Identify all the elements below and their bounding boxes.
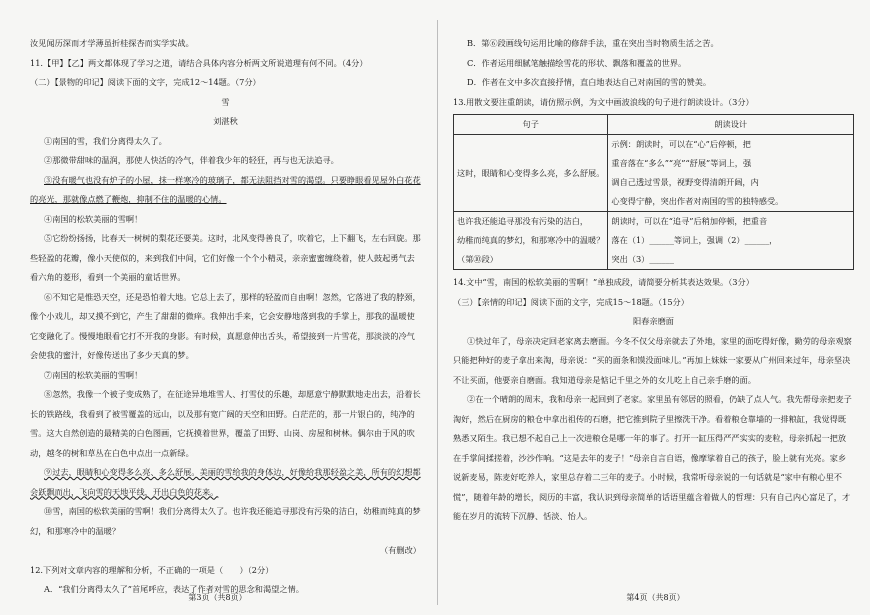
table-cell-design [608, 212, 854, 270]
paragraph-4: ④南国的松软美丽的雪啊！ [44, 213, 143, 224]
paragraph-5: ⑤它纷纷扬扬，比春天一树树的梨花还要美。这时，北风变得善良了，吹着它，上下翻飞，左右回旋。那些轻盈的花瓣，像小天使似的，来到我们中间，它们好像一个个小精灵，亲亲蜜蜜缠绕着，使人鼓起勇气去看六角的菱形，看到一个美丽的童话世界。 [30, 233, 421, 282]
question-11: 11.【甲】【乙】两文都体现了学习之道，请结合具体内容分析两文所说道理有何不同。（4分） [30, 57, 368, 68]
paragraph-2: ②在一个晴朗的周末，我和母亲一起回到了老家。家里虽有邻居的照看，仍缺了点人气。我先帮母亲把麦子淘好，然后在厨房的粮仓中拿出祖传的石磨，把它推到院子里擦洗干净。看着粮仓靠墙的一排粮缸，我觉得既熟悉又陌生。我已想不起自己上一次进粮仓是哪一年的事了。打开一缸压得严严实实的麦粒，母亲抓起一把放在手掌间揉搓着，沙沙作响。“这是去年的麦子！”母亲自言自语，像摩挲着自己的孩子，脸上就有光亮。家乡说新麦易，陈麦好吃养人，家里总存着二三年的麦子。小时候，我常听母亲说的一句话就是“家中有粮心里不慌”，随着年龄的增长，阅历的丰富，我认识到母亲简单的话语里蕴含着做人的哲理：只有自己内心富足了，才能在岁月的流转下沉静、恬淡、怡人。 [453, 394, 852, 521]
answer-blank-line[interactable]: 落在（1）______等词上，强调（2）______， [611, 235, 778, 245]
table-header-row [454, 115, 854, 135]
question-13: 13.用散文要注重朗读，请仿照示例，为文中画波浪线的句子进行朗读设计。（3分） [453, 96, 754, 107]
paragraph-8: ⑧忽然，我像一个被子变成熟了，在征途异地堆雪人、打雪仗的乐趣，却愿意宁静默默地走出去，沿着长长的铁路线，我看到了被雪覆盖的远山，以及那有宽广阔的天空和田野。白茫茫的，那一片银白的，纯净的雪。这大自然创造的最精美的白色图画，它抚摸着世界，覆盖了田野、山岗、房屋和树林。偶尔由于风的吹动，越冬的树和草丛在白色中点出一点新绿。 [30, 389, 421, 458]
page-footer: 第4页（共8页） [626, 593, 685, 602]
paragraph-1: ①南国的雪，我们分离得太久了。 [44, 135, 167, 146]
option-d: D．作者在文中多次直接抒情，直白地表达自己对南国的雪的赞美。 [467, 77, 712, 87]
paragraph-3: ③没有暖气也没有炉子的小屋，抹一样寒冷的玻璃子，都无法阻挡对雪的渴望。只要睁眼看见屋外白花花的亮光，那就像点燃了鞭炮，抑制不住的温暖的心情。 [30, 174, 421, 204]
paragraph-2: ②那微带甜味的温润，那使人快活的冷气，伴着我少年的轻狂，再与也无法追寻。 [44, 155, 339, 165]
cell-line: 朗读时，可以在“追寻”后稍加停顿，把重音 [611, 216, 768, 226]
question-12: 12.下列对文章内容的理解和分析，不正确的一项是（ ）（2分） [30, 564, 274, 575]
cell-line: （第⑩段） [457, 254, 498, 264]
table-cell-sentence [454, 135, 608, 212]
paragraph-7: ⑦南国的松软美丽的雪啊！ [44, 369, 143, 380]
table-cell-sentence [454, 212, 608, 270]
cell-line: 重音落在“多么”“亮”“舒展”等词上，强 [611, 158, 752, 168]
section-heading: （二）【景物的印记】阅读下面的文字，完成12～14题。（7分） [30, 77, 261, 87]
article-title: 雪 [221, 96, 230, 107]
source-note: （有删改） [380, 545, 421, 555]
paragraph-9: ⑨过去，眼睛和心变得多么亮、多么舒展。美丽的雪给我的身体边，好像给我那轻盈之美，所有的幻想都会跃飘而出，飞向雪的天地平线，开出白色的花来。 [30, 467, 421, 497]
table-row [454, 212, 854, 270]
section-heading: （三）【亲情的印记】阅读下面的文字，完成15～18题。（15分） [453, 296, 689, 307]
question-14: 14.文中“雪，南国的松软美丽的雪啊！”单独成段，请简要分析其表达效果。（3分） [453, 277, 754, 287]
table-row [454, 135, 854, 212]
paragraph-10: ⑩雪，南国的松软美丽的雪啊！我们分离得太久了。也许我还能追寻那没有污染的洁白，幼稚而纯真的梦幻，和那寒冷中的温暖？ [30, 506, 421, 536]
article-title: 阳春亲磨面 [633, 316, 674, 326]
table-header: 句子 [454, 115, 608, 135]
cell-line: 这时，眼睛和心变得多么亮，多么舒展。 [457, 167, 605, 178]
cell-line: 示例：朗读时，可以在“心”后停顿，把 [611, 139, 751, 149]
table-cell-design [608, 135, 854, 212]
answer-blank-line[interactable]: 突出（3）______ [611, 254, 674, 264]
article-author: 刘湛秋 [213, 116, 238, 126]
option-b: B．第⑥段画线句运用比喻的修辞手法，重在突出当时物质生活之苦。 [467, 38, 719, 48]
reading-design-table [453, 114, 854, 270]
text-line: 汝见闻历深而才学薄虽折桂探杏而实学实战。 [30, 38, 194, 48]
table-header: 朗读设计 [608, 115, 854, 135]
cell-line: 调自己透过雪景，视野变得清朗开阔，内 [611, 177, 759, 187]
option-a: A．“我们分离得太久了”首尾呼应，表达了作者对雪的思念和渴望之情。 [44, 584, 304, 594]
page-footer: 第3页（共8页） [188, 593, 247, 602]
option-c: C．作者运用细腻笔触描绘雪花的形状、飘落和覆盖的世界。 [467, 57, 687, 68]
cell-line: 心变得宁静，突出作者对南国的雪的独特感受。 [611, 196, 784, 206]
page-divider [437, 20, 438, 605]
cell-line: 也许我还能追寻那没有污染的洁白， [457, 216, 589, 226]
cell-line: 幼稚而纯真的梦幻，和那寒冷中的温暖？ [457, 235, 605, 245]
exam-page-right [441, 0, 870, 615]
paragraph-1: ①快过年了，母亲决定回老家离去磨面。今冬不仅父母亲就去了外地，家里的面吃得好像，勤劳的母亲观察只能把种好的麦子拿出来淘，母亲说：“买的面条和馍没面味儿。”再加上妹妹一家要从广州回来过年，母亲坚决不让买面，他要亲自磨面。我知道母亲是惦记千里之外的女儿吃上自己亲手磨的面。 [453, 335, 852, 385]
paragraph-6: ⑥不知它是惟恐天空，还是恐怕着大地。它总上去了，那样的轻盈而自由啊！忽然，它落进了我的脖颈，像个小戏儿，却又摸不到它，产生了甜甜的微痒。我伸出手来，它会安静地落到我的手掌上，那我的温暖使它变融化了。慢慢地眼看它打不开我的身影。有时候，真愿意伸出舌头，希望接到一片雪花，那淡淡的冷气会使我的蜜汁，好像传送出了多少天真的梦。 [30, 291, 421, 360]
